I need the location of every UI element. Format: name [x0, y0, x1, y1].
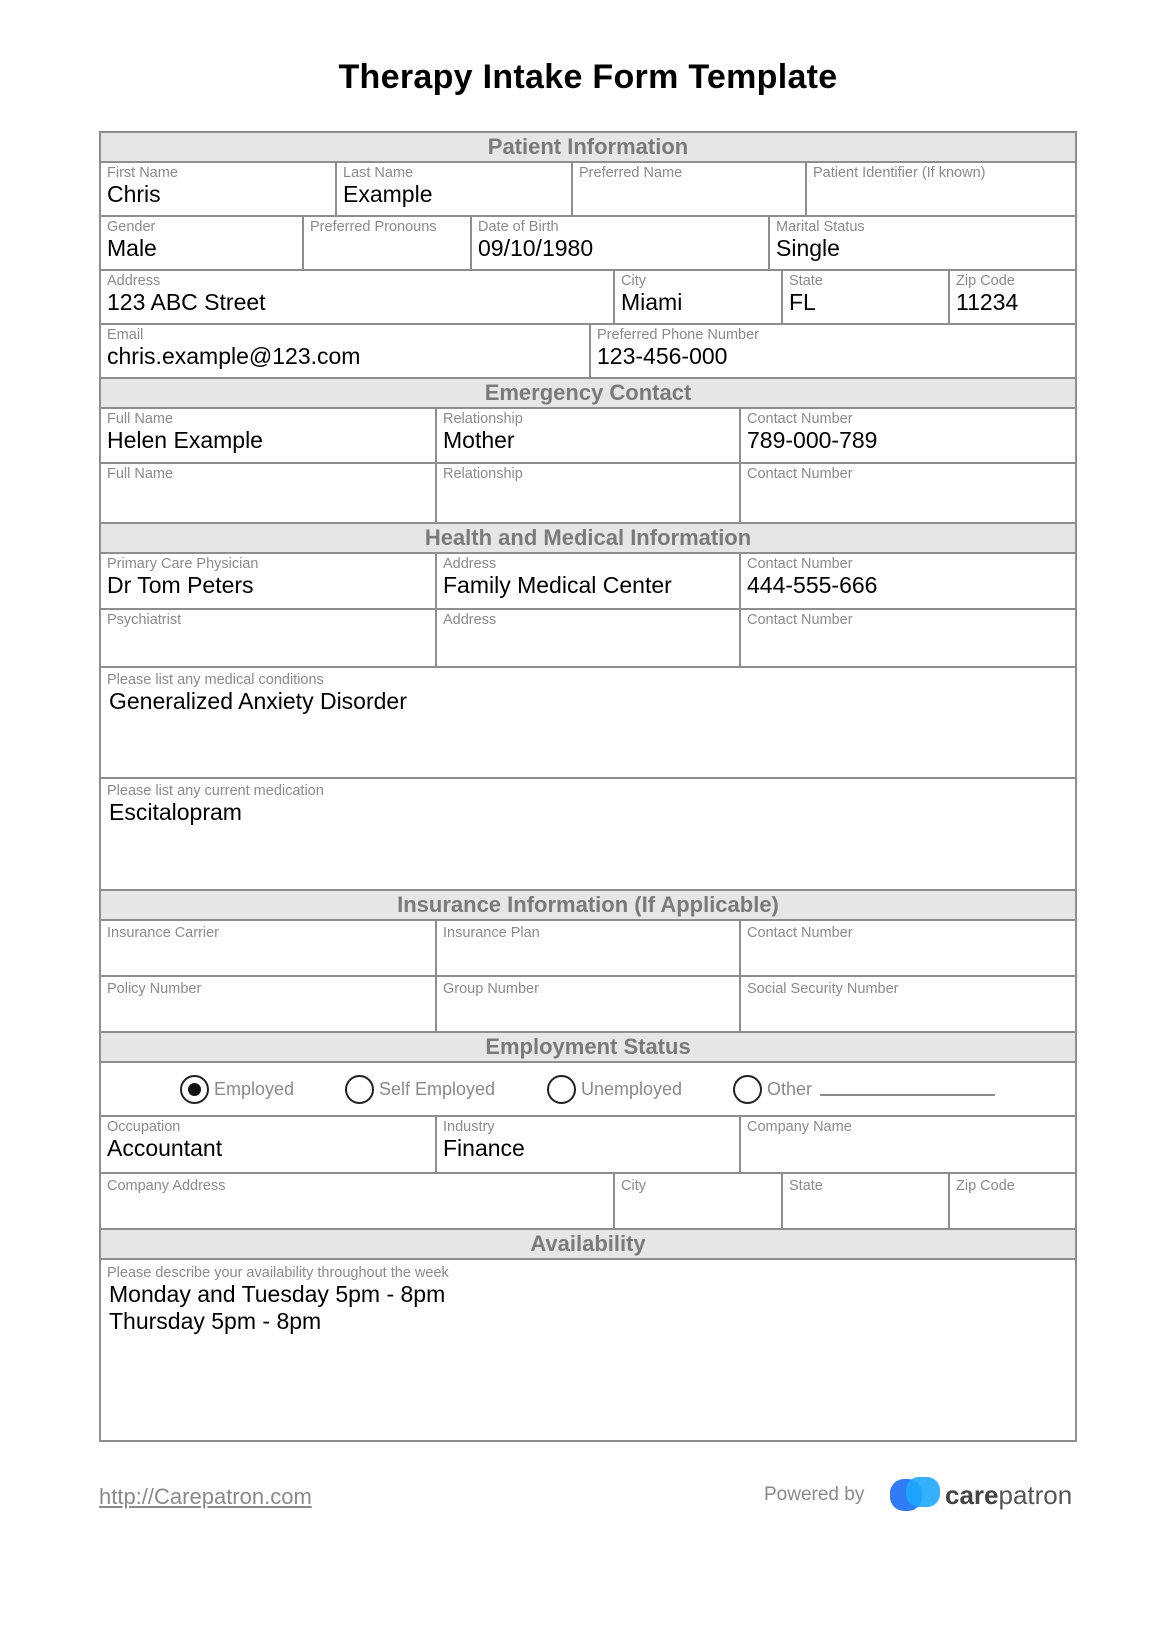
emergency-number-field[interactable] [741, 409, 1075, 462]
insurance-contact-label: Contact Number [747, 925, 853, 941]
phone-value: 123-456-000 [597, 343, 728, 369]
preferred-name-field[interactable] [573, 163, 807, 215]
last-name-value: Example [343, 181, 433, 207]
medication-field[interactable] [101, 779, 1075, 889]
health-row-medication [101, 779, 1075, 891]
employment-row-address [101, 1174, 1075, 1230]
psychiatrist-number-label: Contact Number [747, 612, 853, 628]
patient-identifier-label: Patient Identifier (If known) [813, 165, 986, 181]
conditions-field[interactable] [101, 668, 1075, 777]
preferred-name-label: Preferred Name [579, 165, 683, 181]
brand-text-light: patron [998, 1479, 1073, 1510]
emergency-number-value: 789-000-789 [747, 427, 878, 453]
psychiatrist-address-field[interactable] [437, 610, 741, 666]
industry-field[interactable] [437, 1117, 741, 1172]
industry-value: Finance [443, 1135, 525, 1161]
pcp-number-field[interactable] [741, 554, 1075, 608]
availability-label: Please describe your availability throughout the week [107, 1265, 449, 1281]
company-name-label: Company Name [747, 1119, 852, 1135]
ssn-label: Social Security Number [747, 981, 899, 997]
email-value: chris.example@123.com [107, 343, 361, 369]
health-row-psychiatrist [101, 610, 1075, 668]
emergency-number-label-2: Contact Number [747, 466, 853, 482]
availability-row [101, 1260, 1075, 1440]
radio-label-other: Other [767, 1078, 813, 1099]
radio-self-employed[interactable] [345, 1075, 495, 1104]
availability-field[interactable] [101, 1260, 1075, 1440]
radio-unemployed[interactable] [547, 1075, 682, 1104]
last-name-label: Last Name [343, 165, 414, 181]
emergency-row-2 [101, 464, 1075, 524]
phone-field[interactable] [591, 325, 1075, 377]
insurance-carrier-label: Insurance Carrier [107, 925, 220, 941]
page-title: Therapy Intake Form Template [338, 58, 838, 96]
powered-by-text: Powered by [764, 1484, 865, 1505]
state-field[interactable] [783, 271, 950, 323]
marital-status-label: Marital Status [776, 219, 865, 235]
radio-label-unemployed: Unemployed [581, 1078, 683, 1099]
insurance-row-2 [101, 977, 1075, 1033]
medication-label: Please list any current medication [107, 783, 324, 799]
company-address-label: Company Address [107, 1178, 226, 1194]
address-field[interactable] [101, 271, 615, 323]
section-patient-information: Patient Information [101, 133, 1075, 163]
industry-label: Industry [443, 1119, 495, 1135]
emergency-number-label: Contact Number [747, 411, 853, 427]
emergency-relationship-field[interactable] [437, 409, 741, 462]
pcp-address-field[interactable] [437, 554, 741, 608]
radio-selected-dot [188, 1083, 201, 1096]
occupation-label: Occupation [107, 1119, 181, 1135]
pcp-field[interactable] [101, 554, 437, 608]
psychiatrist-label: Psychiatrist [107, 612, 182, 628]
group-number-field[interactable] [437, 977, 741, 1031]
first-name-label: First Name [107, 165, 178, 181]
pcp-address-label: Address [443, 556, 497, 572]
psychiatrist-field[interactable] [101, 610, 437, 666]
policy-number-field[interactable] [101, 977, 437, 1031]
pronouns-label: Preferred Pronouns [310, 219, 437, 235]
pronouns-field[interactable] [304, 217, 472, 269]
section-insurance-information: Insurance Information (If Applicable) [101, 891, 1075, 921]
conditions-label: Please list any medical conditions [107, 672, 324, 688]
section-availability: Availability [101, 1230, 1075, 1260]
carepatron-link[interactable]: http://Carepatron.com [99, 1484, 312, 1509]
phone-label: Preferred Phone Number [597, 327, 759, 343]
ssn-field[interactable] [741, 977, 1075, 1031]
radio-circle-self-employed[interactable] [345, 1075, 374, 1104]
company-zip-field[interactable] [950, 1174, 1075, 1228]
carepatron-logo[interactable] [888, 1476, 1072, 1514]
conditions-value: Generalized Anxiety Disorder [109, 688, 407, 714]
company-state-field[interactable] [783, 1174, 950, 1228]
gender-value: Male [107, 235, 157, 261]
gender-field[interactable] [101, 217, 304, 269]
pcp-value: Dr Tom Peters [107, 572, 254, 598]
state-label: State [789, 273, 823, 289]
section-emergency-contact: Emergency Contact [101, 379, 1075, 409]
emergency-relationship-label: Relationship [443, 411, 523, 427]
dob-value: 09/10/1980 [478, 235, 594, 261]
pcp-address-value: Family Medical Center [443, 572, 672, 598]
email-field[interactable] [101, 325, 591, 377]
patient-row-contact [101, 325, 1075, 379]
radio-circle-employed[interactable] [180, 1075, 209, 1104]
patient-row-demographics [101, 217, 1075, 271]
psychiatrist-number-field[interactable] [741, 610, 1075, 666]
carepatron-wordmark [945, 1480, 1072, 1511]
company-city-field[interactable] [615, 1174, 783, 1228]
address-value: 123 ABC Street [107, 289, 266, 315]
address-label: Address [107, 273, 161, 289]
employment-row-occupation [101, 1117, 1075, 1174]
brand-text-bold: care [945, 1479, 999, 1510]
emergency-name-field[interactable] [101, 409, 437, 462]
radio-label-self-employed: Self Employed [379, 1078, 496, 1099]
patient-identifier-field[interactable] [807, 163, 1075, 215]
section-employment-status: Employment Status [101, 1033, 1075, 1063]
health-row-conditions [101, 668, 1075, 779]
zip-value: 11234 [956, 289, 1019, 315]
emergency-name-label-2: Full Name [107, 466, 174, 482]
zip-field[interactable] [950, 271, 1075, 323]
medication-value: Escitalopram [109, 799, 242, 825]
occupation-value: Accountant [107, 1135, 223, 1161]
dob-field[interactable] [472, 217, 770, 269]
health-row-pcp [101, 554, 1075, 610]
insurance-plan-label: Insurance Plan [443, 925, 540, 941]
first-name-value: Chris [107, 181, 161, 207]
availability-line-1: Monday and Tuesday 5pm - 8pm [109, 1281, 446, 1307]
emergency-relationship-field-2[interactable] [437, 464, 741, 522]
pcp-label: Primary Care Physician [107, 556, 259, 572]
employment-options [101, 1063, 1075, 1117]
marital-status-value: Single [776, 235, 840, 261]
emergency-row-1 [101, 409, 1075, 464]
policy-number-label: Policy Number [107, 981, 202, 997]
emergency-number-field-2[interactable] [741, 464, 1075, 522]
patient-row-name [101, 163, 1075, 217]
insurance-plan-field[interactable] [437, 921, 741, 975]
other-write-in-line[interactable] [820, 1094, 995, 1096]
pcp-number-label: Contact Number [747, 556, 853, 572]
emergency-relationship-label-2: Relationship [443, 466, 523, 482]
first-name-field[interactable] [101, 163, 337, 215]
availability-line-2: Thursday 5pm - 8pm [109, 1308, 322, 1334]
state-value: FL [789, 289, 816, 315]
marital-status-field[interactable] [770, 217, 1075, 269]
intake-form [99, 131, 1077, 1442]
company-state-label: State [789, 1178, 823, 1194]
occupation-field[interactable] [101, 1117, 437, 1172]
city-label: City [621, 273, 646, 289]
section-health-information: Health and Medical Information [101, 524, 1075, 554]
emergency-name-value: Helen Example [107, 427, 263, 453]
company-address-field[interactable] [101, 1174, 615, 1228]
city-field[interactable] [615, 271, 783, 323]
radio-other[interactable] [733, 1075, 995, 1104]
radio-employed[interactable] [180, 1075, 294, 1104]
city-value: Miami [621, 289, 683, 315]
group-number-label: Group Number [443, 981, 539, 997]
zip-label: Zip Code [956, 273, 1015, 289]
radio-label-employed: Employed [214, 1078, 295, 1099]
emergency-name-label: Full Name [107, 411, 174, 427]
last-name-field[interactable] [337, 163, 573, 215]
dob-label: Date of Birth [478, 219, 559, 235]
email-label: Email [107, 327, 144, 343]
insurance-carrier-field[interactable] [101, 921, 437, 975]
gender-label: Gender [107, 219, 156, 235]
company-city-label: City [621, 1178, 646, 1194]
radio-circle-other[interactable] [733, 1075, 762, 1104]
availability-value [107, 1281, 1069, 1335]
emergency-relationship-value: Mother [443, 427, 515, 453]
insurance-row-1 [101, 921, 1075, 977]
patient-row-address [101, 271, 1075, 325]
company-name-field[interactable] [741, 1117, 1075, 1172]
psychiatrist-address-label: Address [443, 612, 497, 628]
carepatron-logo-icon [888, 1476, 942, 1514]
company-zip-label: Zip Code [956, 1178, 1015, 1194]
insurance-contact-field[interactable] [741, 921, 1075, 975]
emergency-name-field-2[interactable] [101, 464, 437, 522]
pcp-number-value: 444-555-666 [747, 572, 878, 598]
radio-circle-unemployed[interactable] [547, 1075, 576, 1104]
